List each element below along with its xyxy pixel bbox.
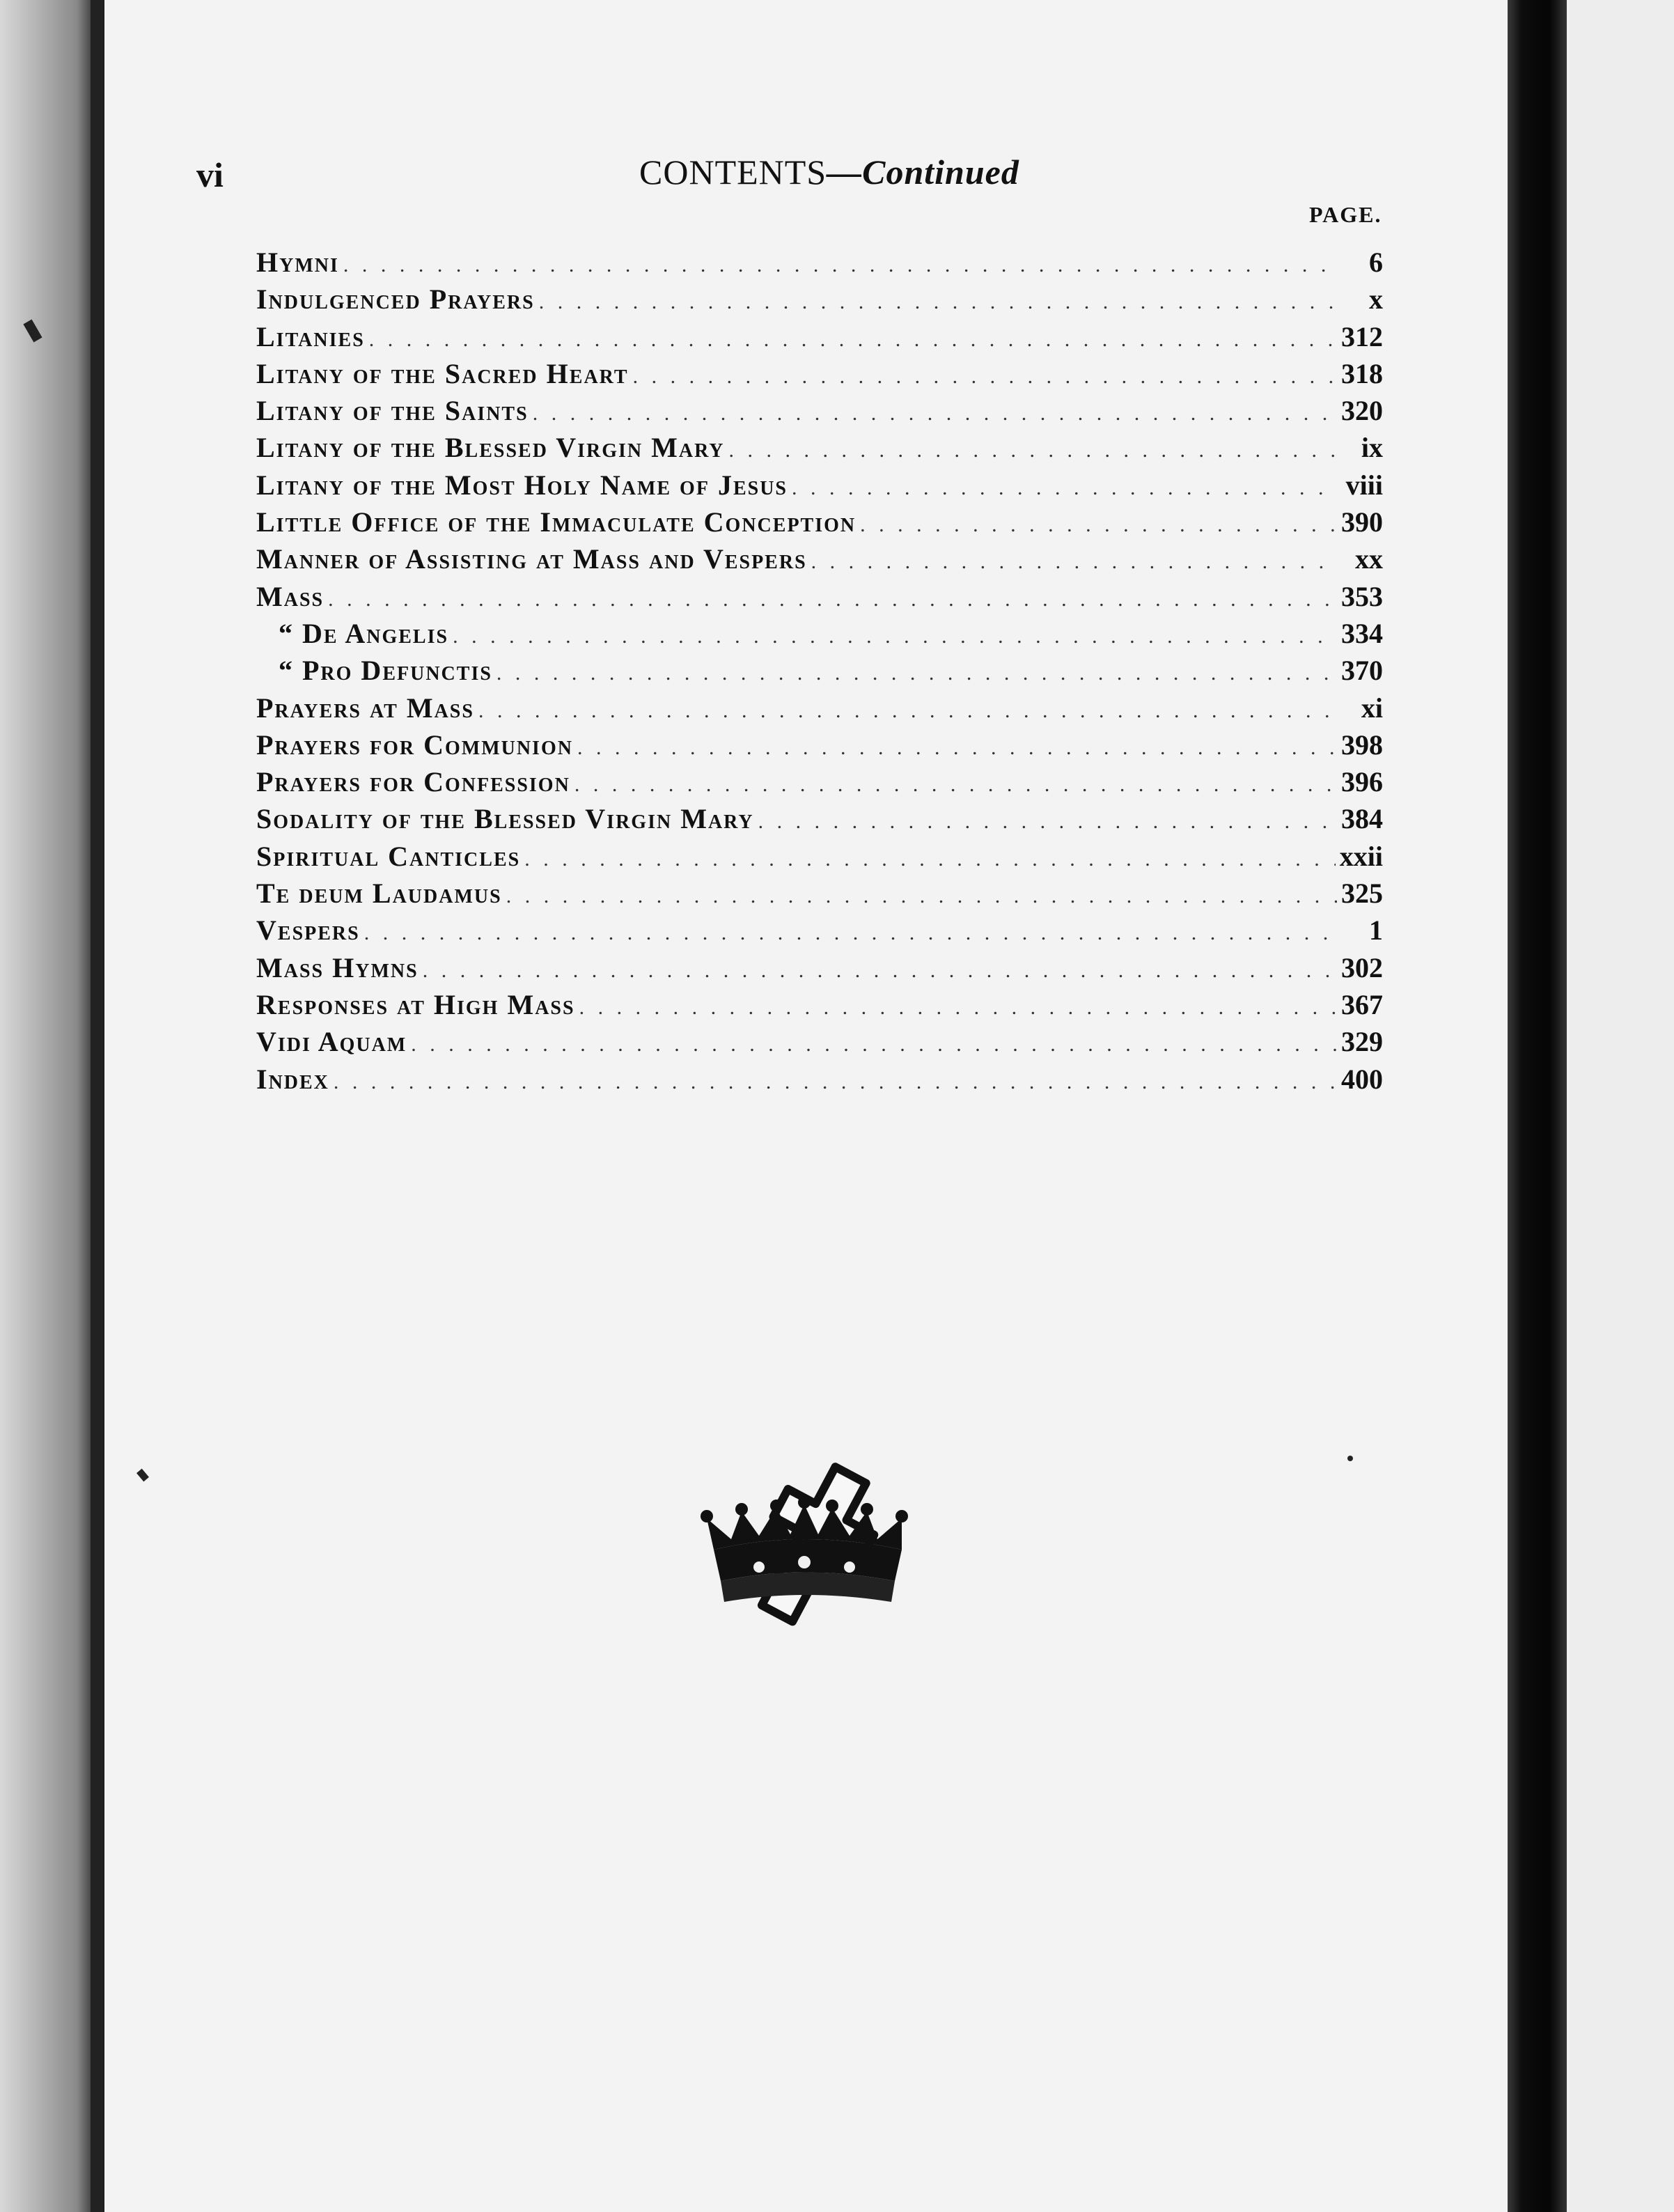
toc-entry-title: Litanies xyxy=(256,320,365,352)
toc-entry-page: 390 xyxy=(1341,506,1383,538)
toc-entry-title: Prayers at Mass xyxy=(256,692,474,724)
toc-entry xyxy=(256,318,1383,355)
toc-entry-page: 400 xyxy=(1341,1063,1383,1095)
facing-page-edge xyxy=(1567,0,1674,2212)
toc-entry xyxy=(256,504,1383,540)
toc-entry-page: 320 xyxy=(1341,395,1383,427)
dot-leader xyxy=(860,506,1337,543)
dot-leader xyxy=(423,952,1337,989)
toc-entry-page: ix xyxy=(1361,432,1383,464)
dot-leader xyxy=(579,989,1337,1026)
dot-leader xyxy=(364,914,1337,951)
toc-entry-title: Litany of the Saints xyxy=(256,395,529,427)
dot-leader xyxy=(633,358,1337,395)
toc-entry-title: Manner of Assisting at Mass and Vespers xyxy=(256,543,807,575)
toc-entry-title: “ De Angelis xyxy=(279,617,449,649)
toc-entry xyxy=(256,726,1383,763)
toc-entry-page: 302 xyxy=(1341,951,1383,983)
toc-entry xyxy=(256,244,1383,281)
toc-entry xyxy=(256,392,1383,429)
toc-entry-title: Mass xyxy=(256,580,324,612)
toc-entry xyxy=(256,912,1383,949)
page-edge xyxy=(91,0,103,2212)
dot-leader xyxy=(524,841,1336,878)
dot-leader xyxy=(334,1064,1337,1100)
toc-entry-page: 312 xyxy=(1341,320,1383,352)
right-binding-gutter xyxy=(1508,0,1567,2212)
toc-entry-page: 329 xyxy=(1341,1026,1383,1058)
dot-leader xyxy=(577,729,1337,766)
toc-entry xyxy=(256,986,1383,1023)
running-head-continued: —Continued xyxy=(827,153,1019,192)
toc-entry-page: x xyxy=(1369,283,1383,316)
toc-entry xyxy=(256,615,1383,652)
toc-entry-page: 384 xyxy=(1341,803,1383,835)
dot-leader xyxy=(478,692,1337,729)
toc-entry-page: 1 xyxy=(1369,914,1383,947)
dot-leader xyxy=(411,1026,1337,1063)
toc-entry xyxy=(256,1023,1383,1060)
toc-entry-page: 318 xyxy=(1341,357,1383,389)
toc-entry xyxy=(256,281,1383,318)
toc-entry xyxy=(256,800,1383,837)
toc-entry-title: Te deum Laudamus xyxy=(256,878,502,910)
toc-entry-title: Mass Hymns xyxy=(256,951,419,983)
dot-leader xyxy=(496,655,1337,692)
toc-entry-title: Indulgenced Prayers xyxy=(256,283,535,316)
toc-entry-page: 370 xyxy=(1341,655,1383,687)
toc-entry-title: Litany of the Sacred Heart xyxy=(256,357,629,389)
toc-entry-title: Responses at High Mass xyxy=(256,988,575,1020)
dot-leader xyxy=(369,321,1337,358)
dot-leader xyxy=(533,395,1337,432)
toc-entry-page: viii xyxy=(1345,469,1383,501)
toc-entry-title: Litany of the Blessed Virgin Mary xyxy=(256,432,725,464)
dot-leader xyxy=(506,878,1337,914)
dot-leader xyxy=(574,766,1337,803)
toc-entry-page: 353 xyxy=(1341,580,1383,612)
dot-leader xyxy=(328,581,1337,618)
toc-entry xyxy=(256,355,1383,392)
toc-entry xyxy=(256,690,1383,726)
toc-entry-title: Hymni xyxy=(256,247,339,278)
toc-entry-page: xi xyxy=(1361,692,1383,724)
left-binding-shadow xyxy=(0,0,104,2212)
toc-entry-title: Vidi Aquam xyxy=(256,1026,407,1058)
toc-entry-page: 398 xyxy=(1341,729,1383,761)
toc-entry xyxy=(256,540,1383,577)
dot-leader xyxy=(453,618,1337,655)
toc-entry-page: 325 xyxy=(1341,878,1383,910)
toc-entry-title: Vespers xyxy=(256,914,360,947)
toc-entry-page: 6 xyxy=(1369,247,1383,278)
page-folio: vi xyxy=(196,155,224,194)
toc-entry-title: Sodality of the Blessed Virgin Mary xyxy=(256,803,754,835)
running-head xyxy=(639,152,1019,192)
table-of-contents xyxy=(256,244,1383,1098)
dot-leader xyxy=(343,247,1337,283)
dot-leader xyxy=(758,803,1337,840)
page-column-label: PAGE. xyxy=(1309,202,1382,227)
toc-entry-title: “ Pro Defunctis xyxy=(279,655,492,687)
toc-entry-title: Prayers for Confession xyxy=(256,766,570,798)
toc-entry xyxy=(256,875,1383,912)
dot-leader xyxy=(539,283,1337,320)
toc-entry xyxy=(256,652,1383,689)
toc-entry xyxy=(256,838,1383,875)
toc-entry-title: Index xyxy=(256,1063,329,1095)
toc-entry-page: 396 xyxy=(1341,766,1383,798)
toc-entry-title: Little Office of the Immaculate Conception xyxy=(256,506,856,538)
toc-entry-page: xxii xyxy=(1339,840,1383,872)
toc-entry-title: Litany of the Most Holy Name of Jesus xyxy=(256,469,788,501)
toc-entry-page: 334 xyxy=(1341,617,1383,649)
toc-entry-title: Spiritual Canticles xyxy=(256,840,521,872)
toc-entry xyxy=(256,429,1383,466)
toc-entry-title: Prayers for Communion xyxy=(256,729,573,761)
dot-leader xyxy=(811,543,1337,580)
toc-entry xyxy=(256,1061,1383,1098)
dot-leader xyxy=(792,469,1337,506)
toc-entry xyxy=(256,467,1383,504)
toc-entry xyxy=(256,578,1383,615)
toc-entry-page: 367 xyxy=(1341,988,1383,1020)
scan-speck xyxy=(1347,1456,1353,1461)
toc-entry xyxy=(256,763,1383,800)
toc-entry xyxy=(256,949,1383,986)
running-head-title: CONTENTS xyxy=(639,153,827,192)
dot-leader xyxy=(729,432,1337,469)
toc-entry-page: xx xyxy=(1355,543,1383,575)
crown-and-cross-icon xyxy=(693,1452,916,1626)
